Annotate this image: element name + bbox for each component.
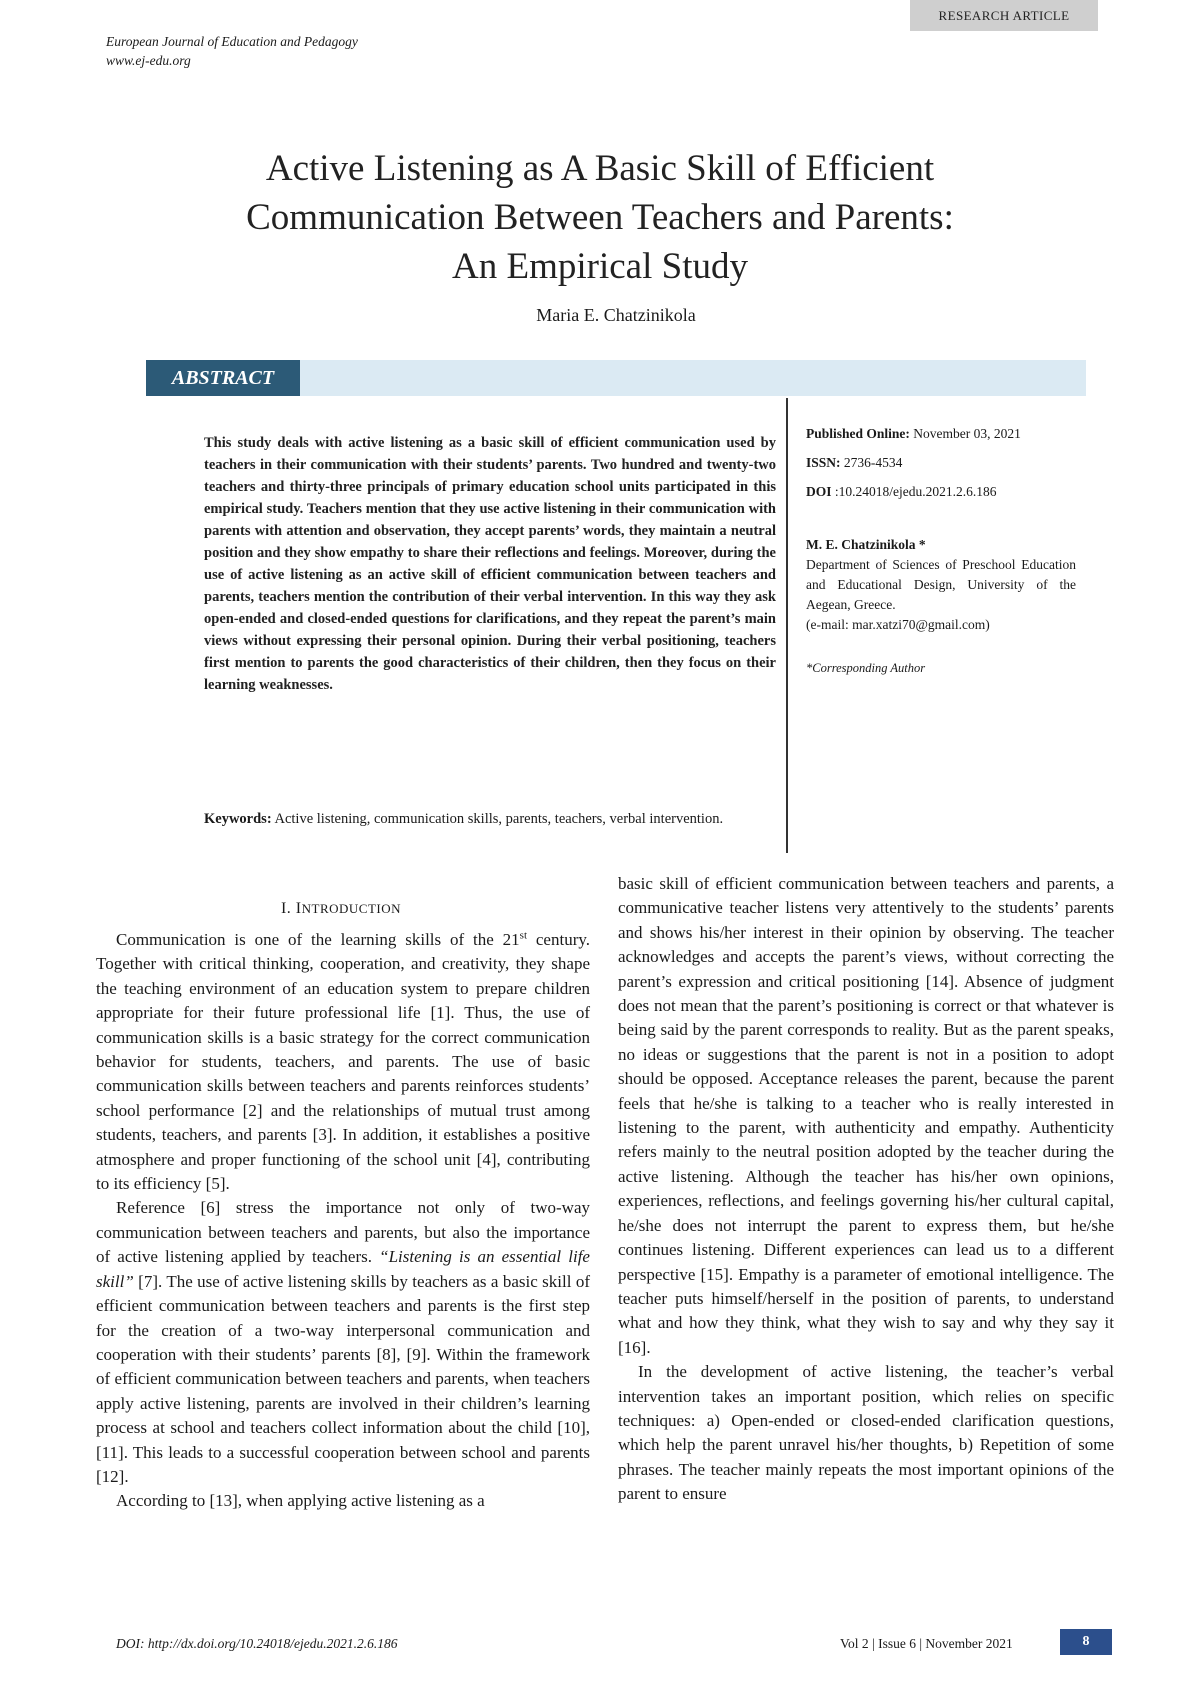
doi bbox=[806, 482, 1076, 502]
author-name: Maria E. Chatzinikola bbox=[536, 305, 696, 325]
corresponding-author-note: *Corresponding Author bbox=[806, 661, 926, 675]
paragraph: basic skill of efficient communication between teachers and parents, a communicative teacher listens very attentively to the students’ parents and shows his/her interest in their opinion by observing. The teacher acknowledges and accepts the parent’s views, without correcting the parent’s expression and critical positioning [14]. Absence of judgment does not mean that the parent’s positioning is correct or that whatever is being said by the parent corresponds to reality. But as the parent speaks, no ideas or suggestions that the parent is not in a position to adopt should be opposed. Acceptance releases the parent, because the parent feels that he/she is talking to a teacher who is really interested in listening to the parent, with authenticity and empathy. Authenticity refers mainly to the neutral position adopted by the teacher during the active listening. Although the teacher has his/her own opinions, experiences, reflections, and feelings governing his/her cultural capital, he/she does not interrupt the parent to express them, but he/she continues listening. Different experiences can lead us to a different perspective [15]. Empathy is a parameter of emotional intelligence. The teacher puts himself/herself in the position of parents, to understand what and how they think, what they wish to say and why they say it [16]. bbox=[618, 874, 1114, 1357]
section-number: I. bbox=[280, 900, 292, 917]
doi-value[interactable]: :10.24018/ejedu.2021.2.6.186 bbox=[834, 484, 997, 499]
published-value: November 03, 2021 bbox=[913, 426, 1021, 441]
section-title-rest: NTRODUCTION bbox=[301, 901, 402, 916]
paragraph: According to [13], when applying active listening as a bbox=[116, 1491, 485, 1511]
author-affiliation: Department of Sciences of Preschool Education and Educational Design, University of the Aegean, Greece. bbox=[806, 557, 1076, 612]
journal-header bbox=[106, 32, 358, 70]
paragraph: Reference [6] stress the importance not only of two-way communication between teachers and parents, but also the importance of active listening applied by teachers. “Listening is an essential life skill” [7]. The use of active listening skills by teachers as a basic skill of efficient communication between teachers and parents is the first step for the creation of a two-way interpersonal communication and cooperation with their students’ parents [8], [9]. Within the framework of efficient communication between teachers and parents, when teachers apply active listening, parents are involved in their children’s learning process at school and teachers collect information about the child [10], [11]. This leads to a successful cooperation between school and parents [12]. bbox=[96, 1198, 590, 1486]
issn-label: ISSN: bbox=[806, 455, 841, 470]
article-type-tag: RESEARCH ARTICLE bbox=[910, 0, 1098, 31]
abstract-text: This study deals with active listening as a basic skill of efficient communication used by teachers in their communication with their students’ parents. Two hundred and twenty-two teachers and thirty-three principals of primary education school units participated in this empirical study. Teachers mention that they use active listening in their communication with parents with attention and observation, they accept parents’ words, they maintain a neutral position and they show empathy to share their reflections and feelings. Moreover, during the use of active listening as an active skill of efficient communication between teachers and parents, teachers mention the contribution of their verbal intervention. In this way they ask open-ended and closed-ended questions for clarifications, and they repeat the parent’s main views without expressing their personal opinion. During their verbal positioning, teachers first mention to parents the good characteristics of their children, then they focus on their learning weaknesses. bbox=[204, 435, 776, 693]
keywords-label: Keywords: bbox=[204, 811, 272, 827]
abstract-divider bbox=[786, 398, 788, 853]
paragraph: Communication is one of the learning skills of the 21st century. Together with critical thinking, cooperation, and creativity, they shape the teaching environment of an education system to prepare children appropriate for their future professional life [1]. Thus, the use of communication skills is a basic strategy for the correct communication behavior for students, teachers, and parents. The use of basic communication skills between teachers and parents reinforces students’ school performance [2] and the relationships of mutual trust among students, teachers, and parents [3]. In addition, it establishes a positive atmosphere and proper functioning of the school unit [4], contributing to its efficiency [5]. bbox=[96, 929, 591, 1194]
author-email[interactable]: (e-mail: mar.xatzi70@gmail.com) bbox=[806, 617, 990, 632]
keywords bbox=[204, 808, 776, 830]
issn-value: 2736-4534 bbox=[843, 455, 903, 470]
published-label: Published Online: bbox=[806, 426, 910, 441]
body-column-left bbox=[96, 928, 590, 1514]
journal-name: European Journal of Education and Pedagogy bbox=[106, 34, 358, 49]
title-line-2: Communication Between Teachers and Parents: bbox=[246, 197, 954, 238]
published-online bbox=[806, 424, 1076, 444]
issn bbox=[806, 453, 1076, 473]
abstract-label: ABSTRACT bbox=[146, 360, 300, 396]
doi-label: DOI bbox=[806, 484, 832, 499]
footer-volume: Vol 2 | Issue 6 | November 2021 bbox=[840, 1636, 1013, 1651]
section-heading bbox=[96, 900, 586, 918]
section-title-first: I bbox=[295, 900, 302, 917]
paper-title bbox=[120, 144, 1080, 291]
body-column-right bbox=[618, 872, 1114, 1507]
keywords-list: Active listening, communication skills, parents, teachers, verbal intervention. bbox=[274, 811, 724, 827]
page-number: 8 bbox=[1060, 1629, 1112, 1655]
journal-url[interactable]: www.ej-edu.org bbox=[106, 53, 191, 68]
footer-doi[interactable]: DOI: http://dx.doi.org/10.24018/ejedu.2021.2.6.186 bbox=[116, 1636, 398, 1651]
title-line-3: An Empirical Study bbox=[452, 246, 748, 287]
title-line-1: Active Listening as A Basic Skill of Efficient bbox=[265, 148, 935, 189]
author-short-name: M. E. Chatzinikola * bbox=[806, 537, 926, 552]
author-details bbox=[806, 535, 1076, 635]
paragraph: In the development of active listening, the teacher’s verbal intervention takes an important position, which relies on specific techniques: a) Open-ended or closed-ended clarification questions, which help the parent unravel his/her thoughts, b) Repetition of some phrases. The teacher mainly repeats the most important opinions of the parent to ensure bbox=[618, 1362, 1114, 1504]
